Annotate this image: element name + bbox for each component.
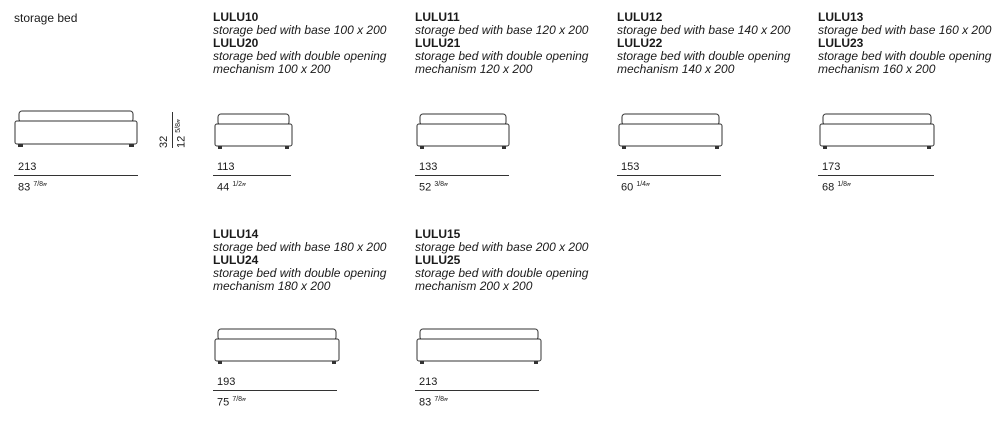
side-width-in: 83 $^{7/8}$″ xyxy=(18,181,47,194)
model-desc-a: storage bed with base 120 x 200 xyxy=(415,23,589,37)
model-block xyxy=(213,228,398,293)
model-block xyxy=(617,11,802,76)
section-title: storage bed xyxy=(14,11,78,25)
width-rule xyxy=(415,390,539,391)
model-code-b: LULU21 xyxy=(415,36,461,50)
width-in: 52 $^{3/8}$″ xyxy=(419,181,448,194)
width-in: 83 $^{7/8}$″ xyxy=(419,396,448,409)
width-rule xyxy=(213,390,337,391)
model-desc-b2: mechanism 200 x 200 xyxy=(415,279,533,293)
model-desc-a: storage bed with base 140 x 200 xyxy=(617,23,791,37)
width-in: 75 $^{7/8}$″ xyxy=(217,396,246,409)
model-code-b: LULU22 xyxy=(617,36,663,50)
model-desc-b2: mechanism 180 x 200 xyxy=(213,279,331,293)
model-code-a: LULU13 xyxy=(818,10,864,24)
model-desc-a: storage bed with base 180 x 200 xyxy=(213,240,387,254)
width-in: 44 $^{1/2}$″ xyxy=(217,181,246,194)
model-code-b: LULU20 xyxy=(213,36,259,50)
model-block xyxy=(213,11,398,76)
width-rule xyxy=(213,175,291,176)
width-cm: 213 xyxy=(419,376,438,388)
model-code-a: LULU14 xyxy=(213,227,259,241)
bed-drawing xyxy=(214,112,293,150)
model-code-a: LULU10 xyxy=(213,10,259,24)
side-height-cm: 32 xyxy=(158,135,170,148)
model-block xyxy=(818,11,1000,76)
model-code-b: LULU24 xyxy=(213,253,259,267)
model-desc-a: storage bed with base 100 x 200 xyxy=(213,23,387,37)
width-cm: 193 xyxy=(217,376,236,388)
model-code-b: LULU23 xyxy=(818,36,864,50)
width-in: 68 $^{1/8}$″ xyxy=(822,181,851,194)
width-rule xyxy=(617,175,721,176)
bed-drawing xyxy=(819,112,935,150)
model-desc-b1: storage bed with double opening xyxy=(818,49,992,63)
bed-drawing xyxy=(416,112,510,150)
model-block xyxy=(415,11,600,76)
side-width-rule xyxy=(14,175,138,176)
width-cm: 173 xyxy=(822,161,841,173)
model-code-a: LULU11 xyxy=(415,10,460,24)
model-code-a: LULU15 xyxy=(415,227,461,241)
model-desc-b2: mechanism 120 x 200 xyxy=(415,62,533,76)
model-desc-b2: mechanism 160 x 200 xyxy=(818,62,936,76)
side-view-drawing xyxy=(14,108,138,148)
bed-drawing xyxy=(214,327,340,365)
side-height-rule xyxy=(172,112,173,148)
model-desc-a: storage bed with base 160 x 200 xyxy=(818,23,992,37)
side-width-cm: 213 xyxy=(18,161,37,173)
side-height-in: 12 $^{5/8}$″ xyxy=(175,119,188,148)
model-desc-b1: storage bed with double opening xyxy=(617,49,791,63)
width-cm: 153 xyxy=(621,161,640,173)
model-desc-b2: mechanism 100 x 200 xyxy=(213,62,331,76)
width-rule xyxy=(415,175,509,176)
bed-drawing xyxy=(416,327,542,365)
bed-drawing xyxy=(618,112,723,150)
model-code-a: LULU12 xyxy=(617,10,663,24)
model-desc-b1: storage bed with double opening xyxy=(213,266,387,280)
model-block xyxy=(415,228,600,293)
width-in: 60 $^{1/4}$″ xyxy=(621,181,650,194)
width-cm: 113 xyxy=(217,161,235,173)
model-desc-a: storage bed with base 200 x 200 xyxy=(415,240,589,254)
model-code-b: LULU25 xyxy=(415,253,461,267)
model-desc-b2: mechanism 140 x 200 xyxy=(617,62,735,76)
model-desc-b1: storage bed with double opening xyxy=(415,266,589,280)
model-desc-b1: storage bed with double opening xyxy=(213,49,387,63)
width-cm: 133 xyxy=(419,161,438,173)
width-rule xyxy=(818,175,934,176)
model-desc-b1: storage bed with double opening xyxy=(415,49,589,63)
